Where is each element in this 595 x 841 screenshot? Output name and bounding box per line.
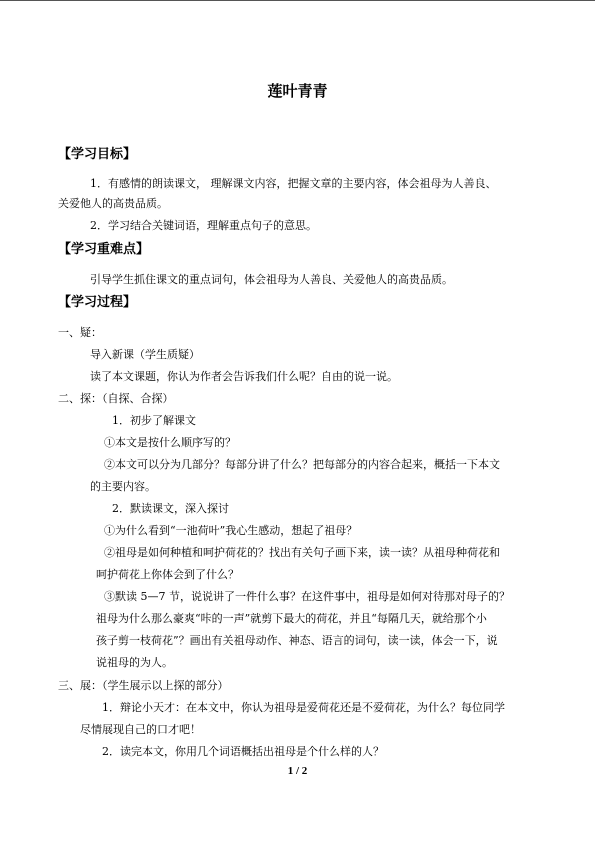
part2-question-5-cont-2: 孩子剪一枝荷花”？画出有关祖母动作、神态、语言的词句，读一读，体会一下，说 bbox=[96, 634, 498, 647]
part2-question-1: ①本文是按什么顺序写的？ bbox=[104, 436, 236, 449]
part2-question-3: ①为什么看到“一池荷叶”我心生感动，想起了祖母？ bbox=[104, 524, 358, 537]
part2-question-2: ②本文可以分为几部分？每部分讲了什么？把每部分的内容合起来，概括一下本文 bbox=[104, 458, 500, 471]
page-title: 莲叶青青 bbox=[267, 82, 328, 100]
key-point-line: 引导学生抓住课文的重点词句，体会祖母为人善良、关爱他人的高贵品质。 bbox=[90, 273, 453, 286]
section-heading-goals: 【学习目标】 bbox=[58, 147, 137, 162]
part2-question-5-cont-1: 祖母为什么那么豪爽“咔的一声”就剪下最大的荷花，并且“每隔几天，就给那个小 bbox=[96, 612, 487, 625]
part3-item-1: 1．辩论小天才：在本文中，你认为祖母是爱荷花还是不爱荷花，为什么？每位同学 bbox=[102, 701, 505, 714]
part2-step2: 2．默读课文，深入探讨 bbox=[112, 502, 229, 515]
part2-question-5: ③默读 5—7 节，说说讲了一件什么事？在这件事中，祖母是如何对待那对母子的？ bbox=[104, 590, 510, 603]
goal-line-1-cont: 关爱他人的高贵品质。 bbox=[58, 197, 168, 210]
part1-question: 读了本文课题，你认为作者会告诉我们什么呢？自由的说一说。 bbox=[90, 370, 398, 383]
part2-question-2-cont: 的主要内容。 bbox=[90, 480, 156, 493]
part3-title: 三、展：（学生展示以上探的部分） bbox=[58, 679, 229, 692]
section-heading-process: 【学习过程】 bbox=[58, 295, 137, 310]
part2-title: 二、探：（自探、合探） bbox=[58, 392, 174, 405]
part3-item-1-cont: 尽情展现自己的口才吧！ bbox=[80, 723, 201, 736]
part3-item-2: 2．读完本文，你用几个词语概括出祖母是个什么样的人？ bbox=[102, 745, 384, 758]
part1-intro: 导入新课（学生质疑） bbox=[90, 348, 200, 361]
part1-title: 一、疑： bbox=[58, 326, 102, 339]
part2-step1: 1．初步了解课文 bbox=[112, 414, 196, 427]
section-heading-key-points: 【学习重难点】 bbox=[58, 242, 150, 257]
header-rule bbox=[0, 0, 595, 1]
goal-line-2: 2．学习结合关键词语，理解重点句子的意思。 bbox=[90, 219, 317, 232]
part2-question-4-cont: 呵护荷花上你体会到了什么？ bbox=[96, 568, 239, 581]
goal-line-1: 1．有感情的朗读课文， 理解课文内容，把握文章的主要内容，体会祖母为人善良、 bbox=[90, 177, 497, 190]
part2-question-5-cont-3: 说祖母的为人。 bbox=[96, 656, 173, 669]
part2-question-4: ②祖母是如何种植和呵护荷花的？找出有关句子画下来，读一读？从祖母种荷花和 bbox=[104, 546, 500, 559]
page-number: 1 / 2 bbox=[287, 765, 308, 777]
